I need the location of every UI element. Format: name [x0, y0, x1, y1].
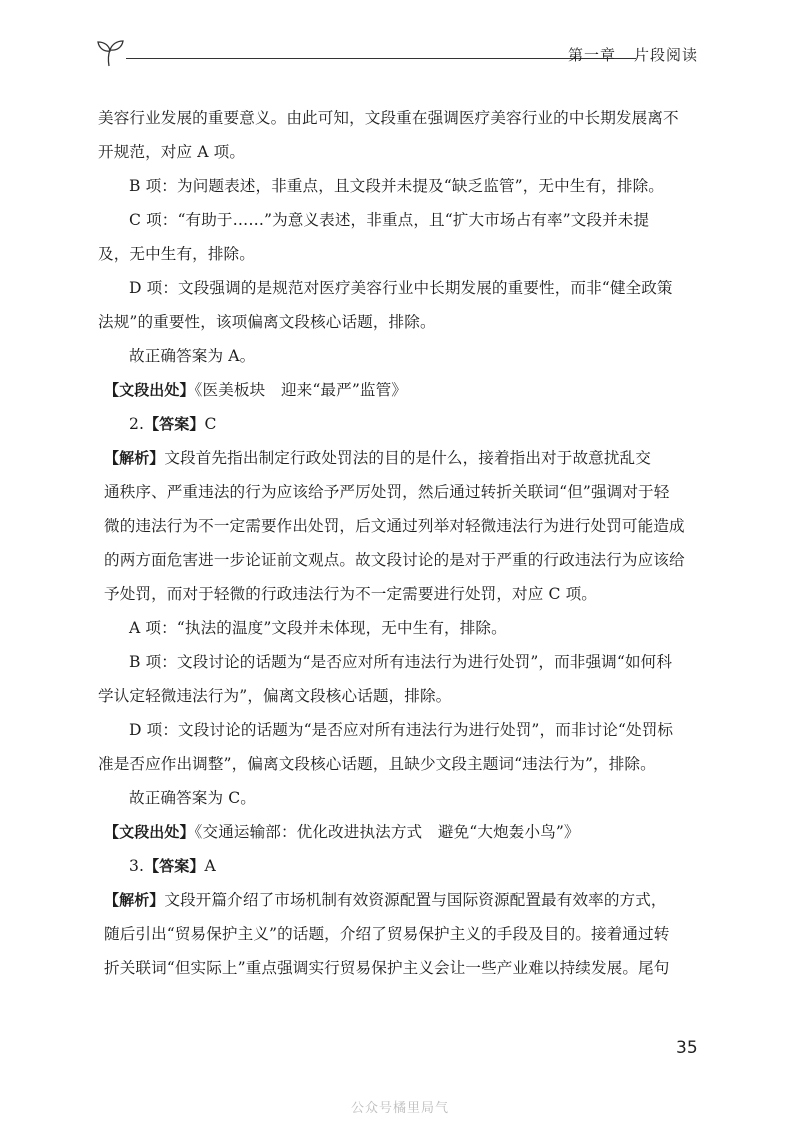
- text-line: [104, 373, 702, 407]
- analysis-label: 【解析】: [104, 891, 165, 909]
- answer-value: C: [204, 415, 217, 433]
- text-fragment: 文段开篇介绍了市场机制有效资源配置与国际资源配置最有效率的方式，: [164, 891, 667, 909]
- body-text: [98, 101, 702, 985]
- paragraph: [98, 339, 702, 373]
- source-title: 《医美板块 迎来“最严”监管》: [194, 381, 407, 399]
- text-line: 予处罚，而对于轻微的行政违法行为不一定需要进行处罚，对应 C 项。: [104, 585, 597, 603]
- answer-value: A: [204, 857, 216, 875]
- page-header: [96, 36, 706, 72]
- chapter-label: 第一章: [567, 46, 616, 64]
- source-line: [98, 815, 702, 849]
- answer-label: 【答案】: [144, 415, 205, 433]
- text-line: 开规范，对应 A 项。: [98, 143, 246, 161]
- text-line: D 项：文段强调的是规范对医疗美容行业中长期发展的重要性，而非“健全政策: [129, 279, 673, 297]
- paragraph: [98, 611, 702, 645]
- paragraph: [98, 169, 702, 203]
- text-line: B 项：文段讨论的话题为“是否应对所有违法行为进行处罚”，而非强调“如何科: [129, 653, 673, 671]
- question-number: 3.: [129, 857, 145, 875]
- answer-line: 故正确答案为 C。: [129, 789, 256, 807]
- page-number: 35: [676, 1038, 698, 1058]
- text-line: B 项：为问题表述，非重点，且文段并未提及“缺乏监管”，无中生有，排除。: [129, 177, 664, 195]
- text-line: [104, 441, 702, 475]
- answer-line: 故正确答案为 A。: [129, 347, 256, 365]
- text-line: 美容行业发展的重要意义。由此可知，文段重在强调医疗美容行业的中长期发展离不: [98, 109, 679, 127]
- text-line: 准是否应作出调整”，偏离文段核心话题，且缺少文段主题词“违法行为”，排除。: [98, 755, 656, 773]
- analysis-label: 【解析】: [104, 449, 165, 467]
- watermark: 公众号橘里局气: [350, 1101, 449, 1116]
- source-title: 《交通运输部：优化改进执法方式 避免“大炮轰小鸟”》: [194, 823, 580, 841]
- text-line: 及，无中生有，排除。: [98, 245, 255, 263]
- text-line: A 项：“执法的温度”文段并未体现，无中生有，排除。: [129, 619, 507, 637]
- text-line: [104, 883, 702, 917]
- sprout-icon: [96, 38, 126, 68]
- source-line: [98, 373, 702, 407]
- analysis-paragraph: [98, 883, 702, 985]
- source-label: 【文段出处】: [104, 823, 195, 841]
- text-line: 法规”的重要性，该项偏离文段核心话题，排除。: [98, 313, 436, 331]
- paragraph: [98, 203, 702, 271]
- text-line: [104, 815, 702, 849]
- text-line: 折关联词“但实际上”重点强调实行贸易保护主义会让一些产业难以持续发展。尾句: [104, 959, 670, 977]
- source-label: 【文段出处】: [104, 381, 195, 399]
- answer-heading: [98, 407, 702, 441]
- header-rule: [126, 58, 636, 59]
- text-line: 微的违法行为不一定需要作出处罚，后文通过列举对轻微违法行为进行处罚可能造成: [104, 517, 685, 535]
- running-header: [568, 44, 698, 65]
- question-number: 2.: [129, 415, 145, 433]
- text-line: 通秩序、严重违法的行为应该给予严厉处罚，然后通过转折关联词“但”强调对于轻: [104, 483, 670, 501]
- text-line: 随后引出“贸易保护主义”的话题，介绍了贸易保护主义的手段及目的。接着通过转: [104, 925, 670, 943]
- paragraph: [98, 645, 702, 713]
- text-line: 学认定轻微违法行为”，偏离文段核心话题，排除。: [98, 687, 452, 705]
- text-line: [98, 849, 702, 883]
- answer-label: 【答案】: [144, 857, 205, 875]
- paragraph: [98, 781, 702, 815]
- paragraph: [98, 713, 702, 781]
- text-line: [98, 407, 702, 441]
- answer-heading: [98, 849, 702, 883]
- text-line: C 项：“有助于……”为意义表述，非重点，且“扩大市场占有率”文段并未提: [129, 211, 650, 229]
- paragraph: [98, 101, 702, 169]
- analysis-paragraph: [98, 441, 702, 611]
- paragraph: [98, 271, 702, 339]
- text-line: D 项：文段讨论的话题为“是否应对所有违法行为进行处罚”，而非讨论“处罚标: [129, 721, 674, 739]
- text-fragment: 文段首先指出制定行政处罚法的目的是什么，接着指出对于故意扰乱交: [164, 449, 651, 467]
- section-title: 片段阅读: [633, 46, 698, 64]
- text-line: 的两方面危害进一步论证前文观点。故文段讨论的是对于严重的行政违法行为应该给: [104, 551, 685, 569]
